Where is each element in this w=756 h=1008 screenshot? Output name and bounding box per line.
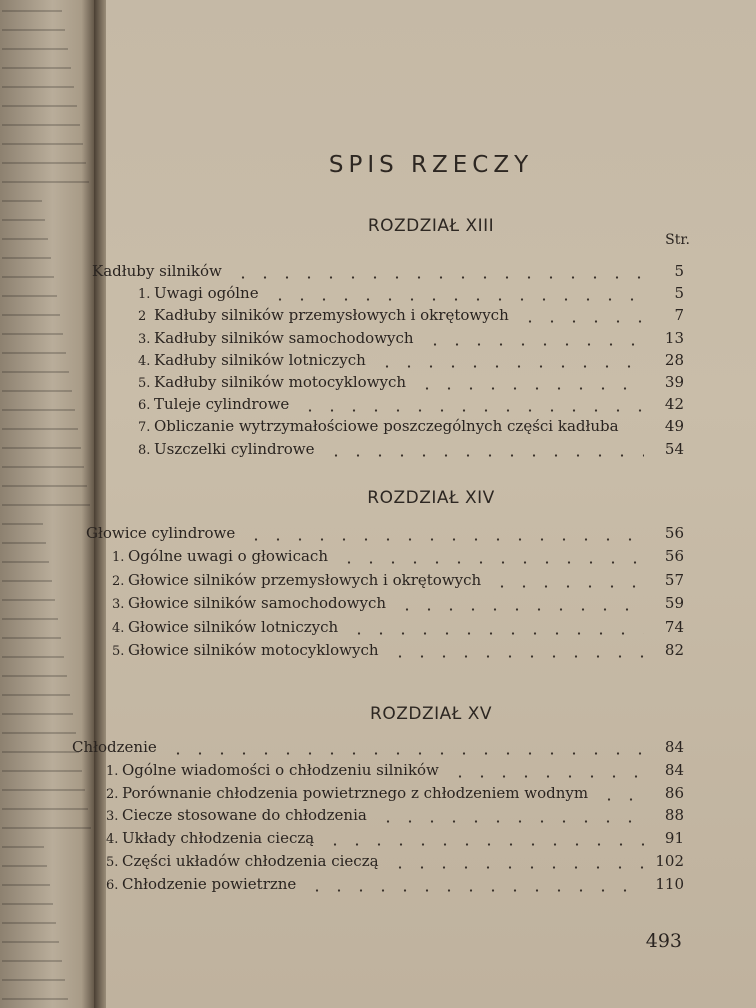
toc-entry-title: Uwagi ogólne (154, 284, 259, 303)
facing-page-text-line (2, 941, 59, 943)
facing-page-text-line (2, 333, 63, 335)
facing-page-text-line (2, 238, 48, 240)
toc-entry-title: Układy chłodzenia cieczą (122, 829, 315, 848)
toc-leader-dots (338, 561, 644, 564)
toc-entry-number: 4. (106, 832, 119, 848)
toc-entry-number: 1. (138, 287, 151, 303)
facing-page-text-line (2, 599, 55, 601)
facing-page-text-line (2, 371, 69, 373)
facing-page-text-line (2, 485, 87, 487)
toc-entry-number: 5. (138, 376, 151, 391)
toc-leader-dots (396, 608, 644, 611)
toc-entry-page: 39 (664, 373, 684, 391)
toc-leader-dots (324, 843, 644, 846)
facing-page-text-line (2, 143, 83, 145)
toc-entry (106, 440, 756, 462)
toc-entry-title: Obliczanie wytrzymałościowe poszczególnych części kadłuba (154, 417, 619, 436)
toc-entry (106, 594, 756, 616)
toc-entry-title: Uszczelki cylindrowe (154, 439, 315, 458)
toc-entry (106, 618, 756, 640)
toc-entry-page: 88 (664, 806, 684, 825)
toc-entry-title: Chłodzenie (72, 738, 157, 756)
toc-entry-page: 86 (664, 783, 684, 802)
facing-page-text-line (2, 542, 46, 544)
toc-leader-dots (269, 298, 644, 301)
toc-entry-page: 84 (664, 760, 684, 779)
facing-page-text-line (2, 751, 79, 753)
toc-entry (106, 875, 756, 897)
facing-page-text-line (2, 257, 51, 259)
toc-entry-title: Głowice silników samochodowych (128, 594, 387, 613)
facing-page-text-line (2, 48, 68, 50)
page-column-label: Str. (665, 232, 690, 248)
toc-entry-number: 3. (138, 331, 151, 347)
toc-entry (106, 852, 756, 874)
toc-entry-title: Ogólne uwagi o głowicach (128, 547, 328, 566)
toc-leader-dots (377, 820, 644, 823)
facing-page-text-line (2, 67, 71, 69)
facing-page-text-line (2, 656, 64, 658)
toc-leader-dots (325, 454, 644, 457)
page-title: SPIS RZECZY (328, 152, 534, 178)
toc-entry-title: Głowice silników przemysłowych i okrętowych (128, 570, 482, 589)
toc-entry-number: 5. (106, 855, 119, 870)
facing-page-text-line (2, 352, 66, 354)
toc-entry-title: Kadłuby silników motocyklowych (154, 373, 407, 391)
toc-entry-title: Ciecze stosowane do chłodzenia (122, 806, 367, 825)
facing-page-text-line (2, 105, 77, 107)
toc-entry-title: Tuleje cylindrowe (154, 395, 290, 414)
toc-entry (106, 395, 756, 417)
toc-leader-dots (232, 276, 644, 279)
toc-entry-page: 56 (664, 547, 684, 566)
toc-entry-number: 6. (106, 877, 119, 893)
facing-page-text-line (2, 770, 82, 772)
toc-entry (106, 351, 756, 373)
facing-page-text-line (2, 618, 58, 620)
toc-leader-dots (306, 889, 644, 892)
toc-entry-number: 2. (112, 573, 125, 589)
facing-page-text-line (2, 466, 84, 468)
toc-leader-dots (449, 775, 644, 778)
toc-entry-title: Głowice silników motocyklowych (128, 641, 379, 659)
toc-leader-dots (389, 866, 644, 869)
toc-entry-number: 2. (106, 786, 119, 802)
toc-leader-dots (245, 538, 644, 541)
facing-page-text-line (2, 390, 72, 392)
toc-entry-title: Kadłuby silników przemysłowych i okrętowych (154, 306, 509, 325)
toc-entry-page: 102 (655, 852, 684, 870)
facing-page-text-line (2, 694, 70, 696)
toc-entry-number: 7. (138, 420, 151, 436)
toc-entry (106, 829, 756, 851)
toc-entry (106, 641, 756, 663)
facing-page-text-line (2, 960, 62, 962)
facing-page-text-line (2, 200, 42, 202)
facing-page-text-line (2, 428, 78, 430)
toc-entry-page: 5 (674, 284, 684, 303)
facing-page-text-line (2, 504, 90, 506)
facing-page-text-line (2, 219, 45, 221)
facing-page-text-line (2, 162, 86, 164)
facing-page-text-line (2, 637, 61, 639)
toc-entry-title: Kadłuby silników samochodowych (154, 328, 414, 347)
toc-entry-page: 13 (664, 328, 684, 347)
page-number: 493 (645, 930, 682, 952)
toc-leader-dots (424, 343, 644, 346)
toc-leader-dots (167, 752, 644, 755)
chapter-heading-xv: ROZDZIAŁ XV (370, 704, 492, 724)
toc-entry-number: 1. (106, 763, 119, 779)
toc-entry (106, 306, 756, 328)
facing-page-text-line (2, 10, 62, 12)
facing-page-text-line (2, 808, 88, 810)
toc-entry-number: 8. (138, 442, 151, 458)
facing-page-text-line (2, 29, 65, 31)
toc-entry-title: Głowice silników lotniczych (128, 617, 339, 636)
toc-entry-page: 28 (664, 350, 684, 369)
toc-leader-dots (598, 798, 644, 801)
toc-entry (106, 547, 756, 569)
toc-entry-page: 91 (664, 829, 684, 848)
toc-entry-number: 4. (138, 353, 151, 369)
toc-entry-title: Porównanie chłodzenia powietrznego z chłodzeniem wodnym (122, 783, 589, 802)
toc-leader-dots (376, 365, 644, 368)
toc-entry (106, 417, 756, 439)
toc-entry-page: 56 (664, 524, 684, 542)
facing-page-edge (0, 0, 96, 1008)
toc-entry (106, 761, 756, 783)
facing-page-text-line (2, 86, 74, 88)
facing-page-text-line (2, 276, 54, 278)
facing-page-text-line (2, 124, 80, 126)
toc-entry-title: Głowice cylindrowe (86, 524, 236, 542)
toc-leader-dots (491, 585, 644, 588)
toc-entry-page: 5 (674, 262, 684, 280)
toc-entry (106, 329, 756, 351)
facing-page-text-line (2, 580, 52, 582)
toc-entry (106, 284, 756, 306)
toc-entry-page: 42 (664, 395, 684, 414)
facing-page-text-line (2, 314, 60, 316)
facing-page-text-line (2, 922, 56, 924)
toc-entry-number: 6. (138, 398, 151, 414)
chapter-heading-xiii: ROZDZIAŁ XIII (367, 216, 495, 236)
toc-entry (106, 806, 756, 828)
toc-entry-page: 57 (664, 570, 684, 589)
toc-leader-dots (348, 632, 644, 635)
facing-page-text-line (2, 675, 67, 677)
toc-entry-page: 49 (664, 417, 684, 436)
facing-page-text-line (2, 561, 49, 563)
toc-leader-dots (519, 320, 644, 323)
facing-page-text-line (2, 713, 73, 715)
toc-leader-dots (416, 387, 644, 390)
toc-entry (106, 784, 756, 806)
toc-entry-page: 54 (664, 439, 684, 458)
toc-entry-number: 3. (106, 809, 119, 825)
toc-entry-title: Chłodzenie powietrzne (122, 874, 297, 893)
facing-page-text-line (2, 865, 47, 867)
facing-page-text-line (2, 789, 85, 791)
toc-entry-number: 2 (138, 309, 147, 325)
facing-page-text-line (2, 846, 44, 848)
toc-entry-page: 59 (664, 594, 684, 613)
facing-page-text-line (2, 295, 57, 297)
facing-page-text-line (2, 447, 81, 449)
toc-entry (106, 571, 756, 593)
toc-leader-dots (389, 655, 644, 658)
toc-entry-page: 110 (655, 874, 684, 893)
toc-entry-page: 84 (664, 738, 684, 756)
facing-page-text-line (2, 884, 50, 886)
toc-entry (86, 524, 756, 546)
toc-entry-number: 4. (112, 620, 125, 636)
toc-entry (72, 738, 756, 760)
toc-entry-page: 7 (674, 306, 684, 325)
toc-leader-dots (299, 409, 644, 412)
toc-entry-number: 1. (112, 550, 125, 566)
toc-entry-title: Części układów chłodzenia cieczą (122, 852, 379, 870)
facing-page-text-line (2, 181, 89, 183)
toc-entry-number: 3. (112, 597, 125, 613)
facing-page-text-line (2, 979, 65, 981)
facing-page-text-line (2, 409, 75, 411)
toc-entry-title: Ogólne wiadomości o chłodzeniu silników (122, 760, 439, 779)
toc-page (72, 0, 756, 1008)
facing-page-text-line (2, 523, 43, 525)
toc-entry-title: Kadłuby silników lotniczych (154, 350, 366, 369)
toc-entry (92, 262, 756, 284)
toc-entry-title: Kadłuby silników (92, 262, 222, 280)
toc-entry (106, 373, 756, 395)
toc-entry-page: 74 (664, 617, 684, 636)
facing-page-text-line (2, 903, 53, 905)
facing-page-text-line (2, 998, 68, 1000)
facing-page-text-line (2, 732, 76, 734)
facing-page-text-line (2, 827, 91, 829)
toc-entry-page: 82 (664, 641, 684, 659)
toc-entry-number: 5. (112, 644, 125, 659)
chapter-heading-xiv: ROZDZIAŁ XIV (367, 488, 495, 508)
